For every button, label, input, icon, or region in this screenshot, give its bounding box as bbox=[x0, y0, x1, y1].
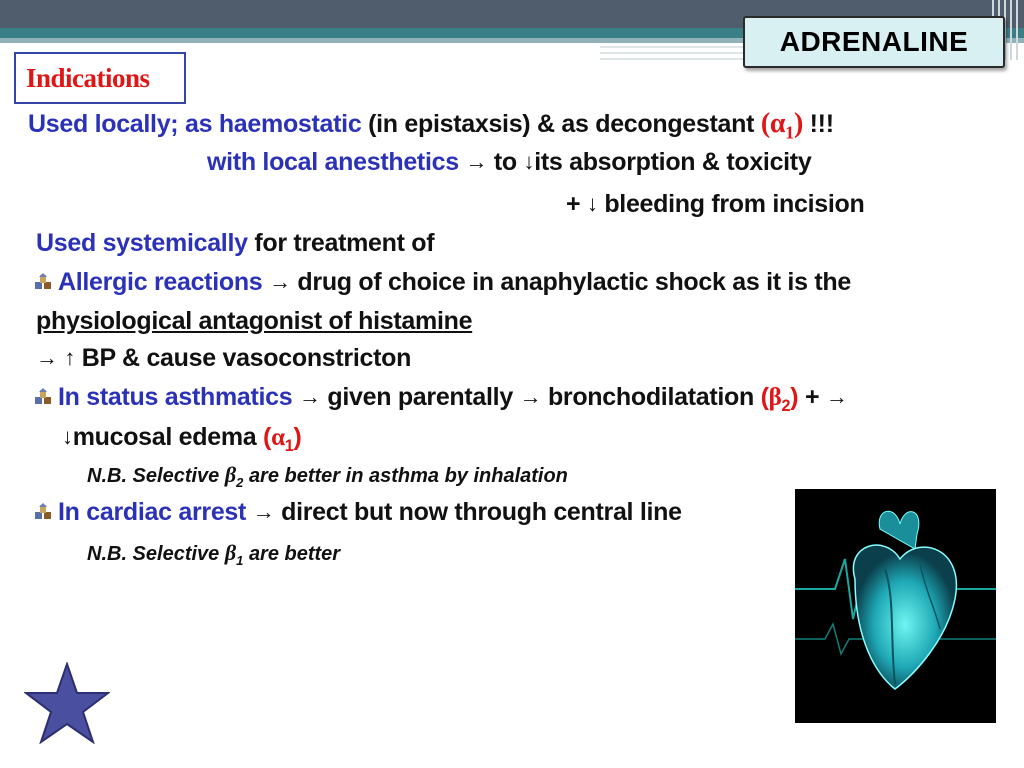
paren-open: ( bbox=[263, 423, 272, 451]
alpha-sub: 1 bbox=[785, 122, 794, 143]
arrow-right-icon: → bbox=[269, 269, 291, 294]
arrow-right-icon: → bbox=[299, 384, 321, 409]
allergic-rest: drug of choice in anaphylactic shock as it is the bbox=[297, 268, 851, 296]
bullet-icon bbox=[34, 388, 52, 406]
exclaim-text: !!! bbox=[809, 110, 834, 138]
arrow-right-icon: → bbox=[825, 384, 848, 409]
indications-box bbox=[14, 52, 186, 104]
paren-open: ( bbox=[760, 383, 769, 411]
slide-title: ADRENALINE bbox=[779, 26, 969, 57]
bp-text: BP & cause vasoconstricton bbox=[81, 344, 412, 372]
status-line bbox=[34, 383, 848, 416]
epistaxsis-text: (in epistaxsis) & as decongestant bbox=[368, 110, 755, 138]
nb-cardiac-note bbox=[87, 540, 340, 568]
status-text: In status asthmatics bbox=[58, 383, 293, 411]
arrow-down-icon: ↓ bbox=[62, 424, 73, 449]
cardiac-text: In cardiac arrest bbox=[58, 498, 247, 526]
arrow-down-icon: ↓ bbox=[523, 149, 535, 174]
nb2-sub: 1 bbox=[236, 553, 244, 568]
arrow-up-icon: ↑ bbox=[64, 345, 76, 370]
paren-open: ( bbox=[760, 108, 770, 139]
alpha-symbol: α bbox=[271, 424, 285, 451]
to-text: to bbox=[493, 148, 517, 176]
beta-sub: 2 bbox=[781, 397, 791, 415]
broncho-text: bronchodilatation bbox=[547, 383, 754, 411]
local-lead: Used locally; bbox=[28, 110, 179, 138]
bullet-icon bbox=[34, 503, 52, 521]
bleeding-line bbox=[566, 190, 864, 219]
paren-close: ) bbox=[790, 383, 799, 411]
cardiac-line bbox=[34, 498, 682, 527]
star-icon bbox=[24, 662, 110, 744]
arrow-right-icon: → bbox=[252, 499, 275, 524]
beta-symbol: β bbox=[768, 384, 782, 411]
arrow-right-icon: → bbox=[36, 345, 58, 370]
plus-text: + bbox=[804, 383, 820, 411]
local-use-line bbox=[28, 108, 834, 144]
systemic-lead: Used systemically bbox=[36, 229, 248, 257]
arrow-right-icon: → bbox=[519, 384, 542, 409]
bp-line bbox=[36, 344, 411, 373]
local-anesthetics-line bbox=[207, 148, 811, 177]
bullet-icon bbox=[34, 273, 52, 291]
antagonist-line bbox=[36, 307, 472, 336]
nb-asthma-note bbox=[87, 462, 568, 490]
plus-text: + bbox=[566, 190, 581, 218]
mucosal-text: mucosal edema bbox=[72, 423, 257, 451]
systemic-rest: for treatment of bbox=[254, 229, 435, 257]
nb2-pre: N.B. Selective bbox=[87, 543, 220, 565]
cardiac-rest: direct but now through central line bbox=[281, 498, 682, 526]
nb2-beta: β bbox=[224, 540, 237, 565]
nb1-beta: β bbox=[224, 462, 237, 487]
with-local-text: with local anesthetics bbox=[207, 148, 459, 176]
arrow-right-icon: → bbox=[465, 149, 488, 174]
bleeding-text: bleeding from incision bbox=[604, 190, 865, 218]
systemic-line bbox=[36, 229, 434, 258]
indications-label: Indications bbox=[26, 62, 150, 93]
nb1-post: are better in asthma by inhalation bbox=[248, 465, 568, 487]
slide-title-box bbox=[743, 16, 1005, 68]
paren-close: ) bbox=[293, 423, 302, 451]
allergic-text: Allergic reactions bbox=[58, 268, 263, 296]
nb1-pre: N.B. Selective bbox=[87, 465, 220, 487]
heart-image bbox=[795, 489, 996, 723]
arrow-down-icon: ↓ bbox=[586, 191, 598, 216]
parental-text: given parentally bbox=[327, 383, 513, 411]
paren-close: ) bbox=[793, 108, 803, 139]
antagonist-text: physiological antagonist of histamine bbox=[36, 307, 473, 335]
alpha-sub: 1 bbox=[284, 437, 294, 455]
absorption-text: its absorption & toxicity bbox=[534, 148, 812, 176]
allergic-line bbox=[34, 268, 851, 297]
nb2-post: are better bbox=[248, 543, 341, 565]
mucosal-line bbox=[62, 423, 302, 456]
haemostatic-text: as haemostatic bbox=[184, 110, 362, 138]
nb1-sub: 2 bbox=[236, 475, 244, 490]
alpha-symbol: α bbox=[769, 108, 786, 139]
